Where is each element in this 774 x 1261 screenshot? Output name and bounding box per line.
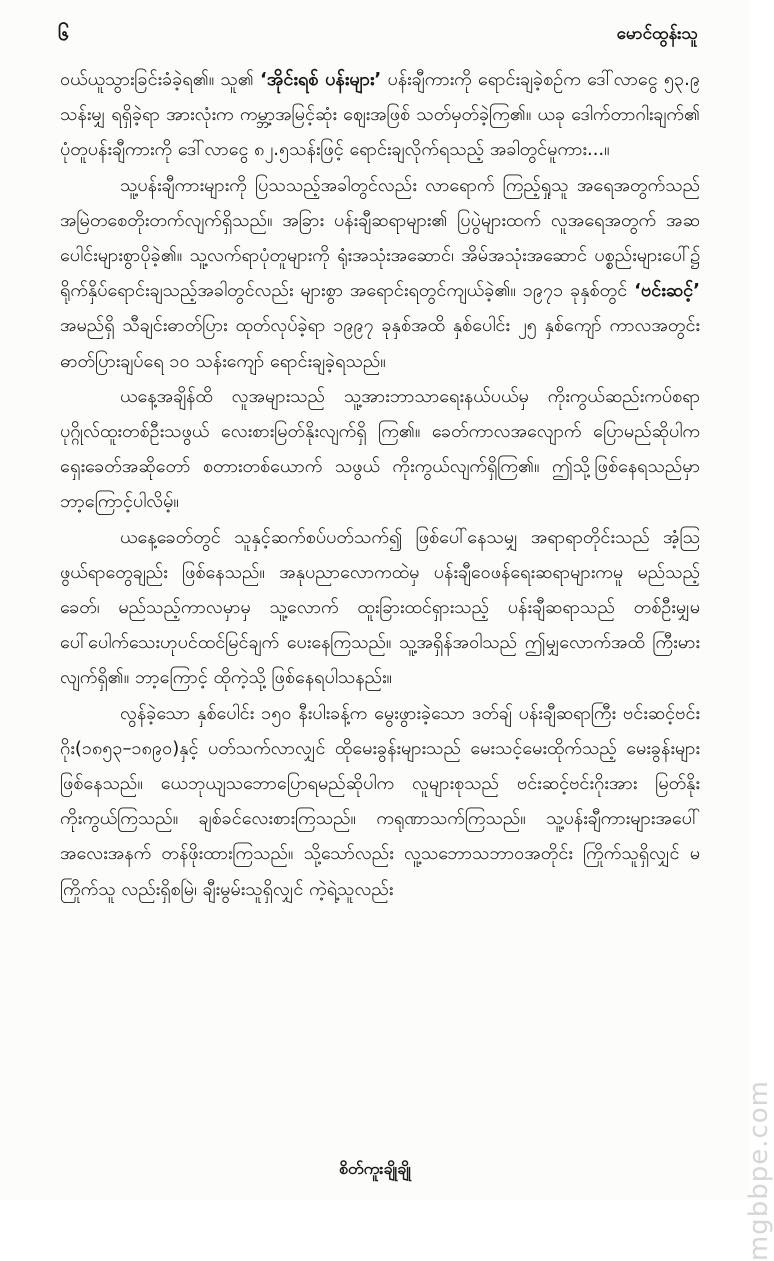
page-number: ၆ xyxy=(58,21,70,45)
body-text xyxy=(60,62,700,907)
paragraph-1 xyxy=(60,62,700,168)
paragraph-4-text: ယနေ့ခေတ်တွင် သူနှင့်ဆက်စပ်ပတ်သက်၍ ဖြစ်ပေါ်နေသမျှ အရာရာတိုင်းသည် အံ့သြဖွယ်ရာတွေချည်း ဖြစ်နေသည်။ အနုပညာလောကထဲမှ ပန်းချီဝေဖန်ရေးဆရာများကမူ မည်သည့်ခေတ်၊ မည်သည့်ကာလမှာမှ သူ့လောက် ထူးခြားထင်ရှားသည့် ပန်းချီဆရာသည် တစ်ဦးမျှမပေါ်ပေါက်သေးဟုပင်ထင်မြင်ချက် ပေးနေကြသည်။ သူ့အရှိန်အဝါသည် ဤမျှလောက်အထိ ကြီးမားလျက်ရှိ၏။ ဘာ့ကြောင့် ထိုကဲ့သို့ ဖြစ်နေရပါသနည်း။ xyxy=(60,526,700,689)
song-title-vincent: ‘ဗင်းဆင့်’ xyxy=(634,280,700,302)
paragraph-2-text-b: အမည်ရှိ သီချင်းဓာတ်ပြား ထုတ်လုပ်ခဲ့ရာ ၁၉၉၇ ခုနှစ်အထိ နှစ်ပေါင်း ၂၅ နှစ်ကျော် ကာလအတွင်း ဓာတ်ပြားချပ်ရေ ၁၀ သန်းကျော် ရောင်းချခဲ့ရသည်။ xyxy=(60,315,700,372)
paragraph-5 xyxy=(60,696,700,907)
paragraph-4 xyxy=(60,520,700,696)
page-footer: စိတ်ကူးချိုချို xyxy=(339,1159,411,1178)
paragraph-1-text-a: ဝယ်ယူသွားခြင်းခံခဲ့ရ၏။ သူ၏ xyxy=(60,69,261,90)
paragraph-3-text: ယနေ့အချိန်ထိ လူအများသည် သူ့အားဘာသာရေးနယ်ပယ်မှ ကိုးကွယ်ဆည်းကပ်စရာ ပုဂ္ဂိုလ်ထူးတစ်ဦးသဖွယ် လေးစားမြတ်နိုးလျက်ရှိ ကြ၏။ ခေတ်ကာလအလျောက် ပြောမည်ဆိုပါက ရှေးခေတ်အဆိုတော် စတားတစ်ယောက် သဖွယ် ကိုးကွယ်လျက်ရှိကြ၏။ ဤသို့ဖြစ်နေရသည်မှာ ဘာ့ကြောင့်ပါလိမ့်။ xyxy=(60,385,700,513)
running-head: မောင်ထွန်းသူ xyxy=(616,23,698,44)
page-header xyxy=(58,18,698,52)
paragraph-1-text-b: ပန်းချီကားကို ရောင်းချခဲ့စဉ်က ဒေါ်လာငွေ ၅၃.၉ သန်းမျှ ရရှိခဲ့ရာ အားလုံးက ကမ္ဘာ့အမြင့်ဆုံး ဈေးအဖြစ် သတ်မှတ်ခဲ့ကြ၏။ ယခု ဒေါက်တာဂါးချက်၏ ပုံတူပန်းချီကားကို ဒေါ်လာငွေ ၈၂.၅သန်းဖြင့် ရောင်းချလိုက်ရသည့် အခါတွင်မူကား...။ xyxy=(60,69,700,161)
paragraph-2-text-a: သူ့ပန်းချီကားများကို ပြသသည့်အခါတွင်လည်း လာရောက် ကြည့်ရှုသူ အရေအတွက်သည် အမြဲတစေတိုးတက်လျက်ရှိသည်။ အခြား ပန်းချီဆရာများ၏ ပြပွဲများထက် လူအရေအတွက် အဆပေါင်းများစွာပိုခဲ့၏။ သူ့လက်ရာပုံတူများကို ရုံးအသုံးအဆောင်၊ အိမ်အသုံးအဆောင် ပစ္စည်းများပေါ်၌ ရိုက်နှိပ်ရောင်းချသည့်အခါတွင်လည်း များစွာ အရောင်းရတွင်ကျယ်ခဲ့၏။ ၁၉၇၁ ခုနှစ်တွင် xyxy=(60,174,700,302)
paragraph-5-text: လွန်ခဲ့သော နှစ်ပေါင်း ၁၅၀ နီးပါးခန့်က မွေးဖွားခဲ့သော ဒတ်ချ် ပန်းချီဆရာကြီး ဗင်းဆင့်ဗင်းဂိုး(၁၈၅၃–၁၈၉၀)နှင့် ပတ်သက်လာလျှင် ထိုမေးခွန်းများသည် မေးသင့်မေးထိုက်သည့် မေးခွန်းများဖြစ်နေသည်။ ယေဘုယျသဘောပြောရမည်ဆိုပါက လူများစုသည် ဗင်းဆင့်ဗင်းဂိုးအား မြတ်နိုးကိုးကွယ်ကြသည်။ ချစ်ခင်လေးစားကြသည်။ ကရုဏာသက်ကြသည်။ သူ့ပန်းချီကားများအပေါ် အလေးအနက် တန်ဖိုးထားကြသည်။ သို့သော်လည်း လူ့သဘောသဘာဝအတိုင်း ကြိုက်သူရှိလျှင် မကြိုက်သူ လည်းရှိစမြဲ၊ ချီးမွမ်းသူရှိလျှင် ကဲ့ရဲ့သူလည်း xyxy=(60,702,700,900)
site-watermark: mgbbpe.com xyxy=(744,1080,774,1261)
paragraph-3 xyxy=(60,379,700,520)
painting-title-irises: ‘အိုင်းရစ် ပန်းများ’ xyxy=(260,69,382,90)
paragraph-2 xyxy=(60,168,700,379)
